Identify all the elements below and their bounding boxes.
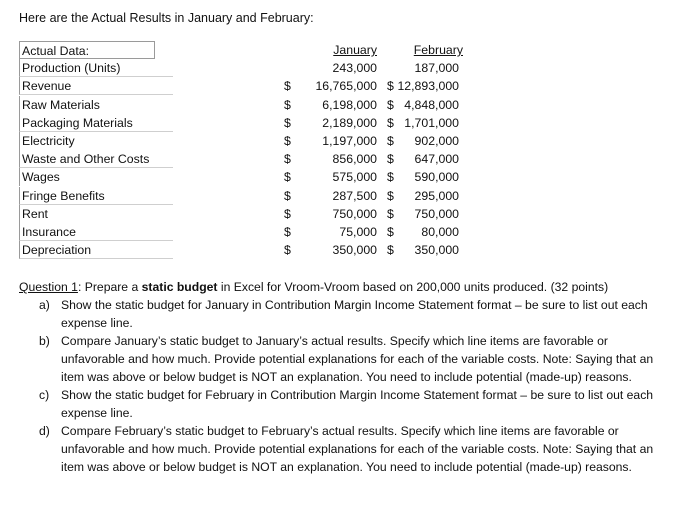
february-value: 350,000 (414, 243, 459, 258)
row-label: Wages (19, 168, 173, 186)
question-text-post: in Excel for Vroom-Vroom based on 200,000 units produced. (32 points) (217, 280, 609, 294)
question-item (19, 296, 664, 332)
question-block (19, 278, 664, 476)
january-value: 856,000 (332, 152, 377, 167)
february-value: 12,893,000 (397, 79, 459, 94)
february-value: 647,000 (414, 152, 459, 167)
dollar-sign: $ (387, 206, 394, 221)
question-title (19, 278, 664, 296)
january-value: 75,000 (339, 224, 377, 239)
question-item (19, 332, 664, 386)
actual-data-label: Actual Data: (19, 41, 155, 59)
row-label: Insurance (19, 223, 173, 241)
dollar-sign: $ (284, 206, 291, 221)
actual-data-table (19, 41, 464, 259)
row-label: Fringe Benefits (19, 187, 173, 205)
february-value: 902,000 (414, 133, 459, 148)
table-body (19, 77, 464, 259)
february-value: 4,848,000 (404, 97, 459, 112)
question-item (19, 386, 664, 422)
dollar-sign: $ (284, 224, 291, 239)
february-header: February (413, 43, 463, 57)
row-label: Waste and Other Costs (19, 150, 173, 168)
january-value: 287,500 (332, 188, 377, 203)
dollar-sign: $ (284, 188, 291, 203)
january-value: 16,765,000 (315, 79, 377, 94)
production-label: Production (Units) (19, 59, 173, 77)
january-value: 575,000 (332, 170, 377, 185)
dollar-sign: $ (387, 133, 394, 148)
question-item (19, 422, 664, 476)
row-label: Electricity (19, 132, 173, 150)
february-value: 295,000 (414, 188, 459, 203)
dollar-sign: $ (387, 170, 394, 185)
item-marker: b) (39, 334, 50, 348)
dollar-sign: $ (387, 224, 394, 239)
dollar-sign: $ (284, 97, 291, 112)
dollar-sign: $ (284, 152, 291, 167)
row-label: Depreciation (19, 241, 173, 259)
dollar-sign: $ (387, 188, 394, 203)
table-row (19, 150, 464, 168)
table-row (19, 223, 464, 241)
dollar-sign: $ (284, 170, 291, 185)
january-value: 6,198,000 (322, 97, 377, 112)
table-row (19, 241, 464, 259)
item-text: Compare January’s static budget to January’s actual results. Specify which line items are favorable or unfavorable and how much. Provide potential explanations for each of the variable costs. Note: Saying that an item was above or below budget is NOT an explanation. You need to include potential (made-up) reasons. (61, 334, 654, 384)
question-text-pre: : Prepare a (77, 280, 142, 294)
dollar-sign: $ (284, 243, 291, 258)
item-text: Compare February’s static budget to February’s actual results. Specify which line items are favorable or unfavorable and how much. Provide potential explanations for each of the variable costs. Note: Saying that an item was above or below budget is NOT an explanation. You need to include potential (made-up) reasons. (61, 424, 654, 474)
table-row (19, 187, 464, 205)
row-label: Rent (19, 205, 173, 223)
january-value: 750,000 (332, 206, 377, 221)
production-january: 243,000 (332, 61, 377, 76)
row-label: Revenue (19, 77, 173, 95)
dollar-sign: $ (387, 243, 394, 258)
item-text: Show the static budget for February in Contribution Margin Income Statement format – be sure to list out each expense line. (61, 388, 654, 420)
table-header-row (19, 41, 464, 59)
dollar-sign: $ (387, 115, 394, 130)
dollar-sign: $ (284, 79, 291, 94)
row-label: Packaging Materials (19, 114, 173, 132)
table-row (19, 77, 464, 95)
february-value: 1,701,000 (404, 115, 459, 130)
question-bold: static budget (141, 280, 218, 294)
dollar-sign: $ (387, 97, 394, 112)
table-row (19, 96, 464, 114)
february-value: 80,000 (421, 224, 459, 239)
january-value: 350,000 (332, 243, 377, 258)
table-row (19, 168, 464, 186)
february-value: 590,000 (414, 170, 459, 185)
item-marker: d) (39, 424, 50, 438)
item-text: Show the static budget for January in Contribution Margin Income Statement format – be sure to list out each expense line. (61, 298, 648, 330)
production-row (19, 59, 464, 77)
dollar-sign: $ (284, 115, 291, 130)
january-value: 1,197,000 (322, 133, 377, 148)
question-items (19, 296, 664, 476)
january-header: January (333, 43, 377, 57)
january-value: 2,189,000 (322, 115, 377, 130)
dollar-sign: $ (284, 133, 291, 148)
dollar-sign: $ (387, 152, 394, 167)
february-value: 750,000 (414, 206, 459, 221)
dollar-sign: $ (387, 79, 394, 94)
table-row (19, 205, 464, 223)
production-february: 187,000 (414, 61, 459, 76)
table-row (19, 132, 464, 150)
item-marker: a) (39, 298, 50, 312)
row-label: Raw Materials (19, 96, 173, 114)
intro-text: Here are the Actual Results in January and February: (19, 11, 314, 25)
item-marker: c) (39, 388, 50, 402)
table-row (19, 114, 464, 132)
question-number: Question 1 (19, 280, 78, 294)
